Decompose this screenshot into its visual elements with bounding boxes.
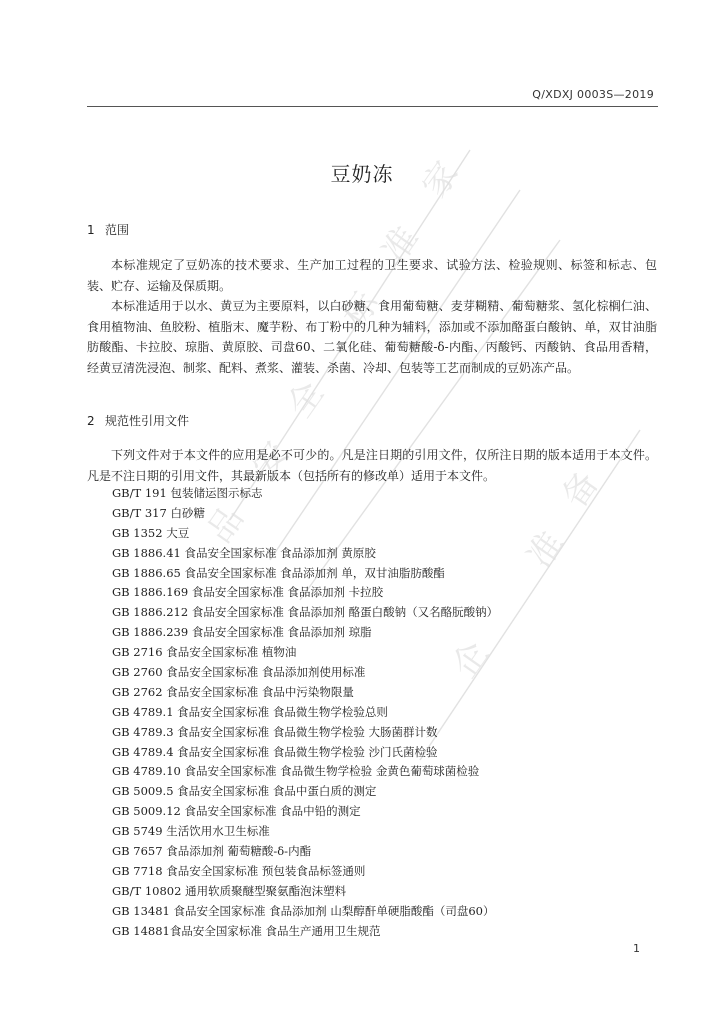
list-item: GB 5009.5 食品安全国家标准 食品中蛋白质的测定 <box>112 784 377 799</box>
section-heading-scope <box>87 221 129 238</box>
normative-intro: 下列文件对于本文件的应用是必不可少的。凡是注日期的引用文件，仅所注日期的版本适用于本文件。凡是不注日期的引用文件，其最新版本（包括所有的修改单）适用于本文件。 <box>87 448 657 483</box>
section-number: 1 <box>87 223 95 237</box>
scope-paragraph-2: 本标准适用于以水、黄豆为主要原料，以白砂糖、食用葡萄糖、麦芽糊精、葡萄糖浆、氢化棕榈仁油、食用植物油、鱼胶粉、植脂末、魔芋粉、布丁粉中的几种为辅料，添加或不添加酪蛋白酸钠、单，双甘油脂肪酸酯、卡拉胶、琼脂、黄原胶、司盘60、二氧化硅、葡萄糖酸-δ-内酯、丙酸钙、丙酸钠、食品用香精，经黄豆清洗浸泡、制浆、配料、煮浆、灌装、杀菌、冷却、包装等工艺而制成的豆奶冻产品。 <box>87 299 657 375</box>
svg-text:准: 准 <box>374 219 427 271</box>
list-item: GB/T 10802 通用软质聚醚型聚氨酯泡沫塑料 <box>112 883 347 898</box>
section-number: 2 <box>87 414 95 428</box>
list-item: GB 1886.41 食品安全国家标准 食品添加剂 黄原胶 <box>112 545 376 560</box>
list-item: GB 4789.4 食品安全国家标准 食品微生物学检验 沙门氏菌检验 <box>112 744 438 759</box>
list-item: GB 2760 食品安全国家标准 食品添加剂使用标准 <box>112 665 366 680</box>
list-item: GB 1886.169 食品安全国家标准 食品添加剂 卡拉胶 <box>112 585 384 600</box>
list-item: GB 2762 食品安全国家标准 食品中污染物限量 <box>112 684 354 699</box>
page-title: 豆奶冻 <box>330 162 394 186</box>
svg-text:家: 家 <box>414 154 467 206</box>
header-rule <box>87 106 658 107</box>
list-item: GB 1352 大豆 <box>112 525 190 540</box>
svg-text:安: 安 <box>244 434 297 486</box>
svg-text:备: 备 <box>554 464 607 516</box>
svg-text:全: 全 <box>279 374 332 426</box>
section-title: 范围 <box>105 223 130 237</box>
svg-text:准: 准 <box>519 524 572 576</box>
list-item: GB 4789.3 食品安全国家标准 食品微生物学检验 大肠菌群计数 <box>112 724 438 739</box>
list-item: GB 1886.65 食品安全国家标准 食品添加剂 单，双甘油脂肪酸酯 <box>112 565 445 580</box>
svg-text:品: 品 <box>199 499 252 551</box>
section-heading-normative <box>87 412 189 429</box>
list-item: GB 1886.212 食品安全国家标准 食品添加剂 酪蛋白酸钠（又名酪朊酸钠） <box>112 605 499 620</box>
list-item: GB 5009.12 食品安全国家标准 食品中铅的测定 <box>112 804 361 819</box>
list-item: GB 4789.1 食品安全国家标准 食品微生物学检验总则 <box>112 704 388 719</box>
list-item: GB 4789.10 食品安全国家标准 食品微生物学检验 金黄色葡萄球菌检验 <box>112 764 480 779</box>
list-item: GB/T 191 包装储运图示标志 <box>112 486 263 500</box>
list-item: GB 1886.239 食品安全国家标准 食品添加剂 琼脂 <box>112 625 372 640</box>
svg-text:标: 标 <box>334 284 387 336</box>
document-code: Q/XDXJ 0003S—2019 <box>532 88 654 101</box>
scope-paragraph-1: 本标准规定了豆奶冻的技术要求、生产加工过程的卫生要求、试验方法、检验规则、标签和标志、包装、贮存、运输及保质期。 <box>87 258 657 293</box>
page-number: 1 <box>633 942 640 955</box>
list-item: GB 14881食品安全国家标准 食品生产通用卫生规范 <box>112 923 381 938</box>
svg-text:企: 企 <box>444 634 497 686</box>
section-title: 规范性引用文件 <box>105 414 190 428</box>
list-item: GB 7718 食品安全国家标准 预包装食品标签通则 <box>112 863 366 878</box>
list-item: GB 5749 生活饮用水卫生标准 <box>112 824 270 839</box>
list-item: GB 2716 食品安全国家标准 植物油 <box>112 645 297 660</box>
list-item: GB/T 317 白砂糖 <box>112 505 205 520</box>
list-item: GB 7657 食品添加剂 葡萄糖酸-δ-内酯 <box>112 844 312 859</box>
reference-list <box>112 484 498 941</box>
list-item: GB 13481 食品安全国家标准 食品添加剂 山梨醇酐单硬脂酸酯（司盘60） <box>112 903 495 918</box>
